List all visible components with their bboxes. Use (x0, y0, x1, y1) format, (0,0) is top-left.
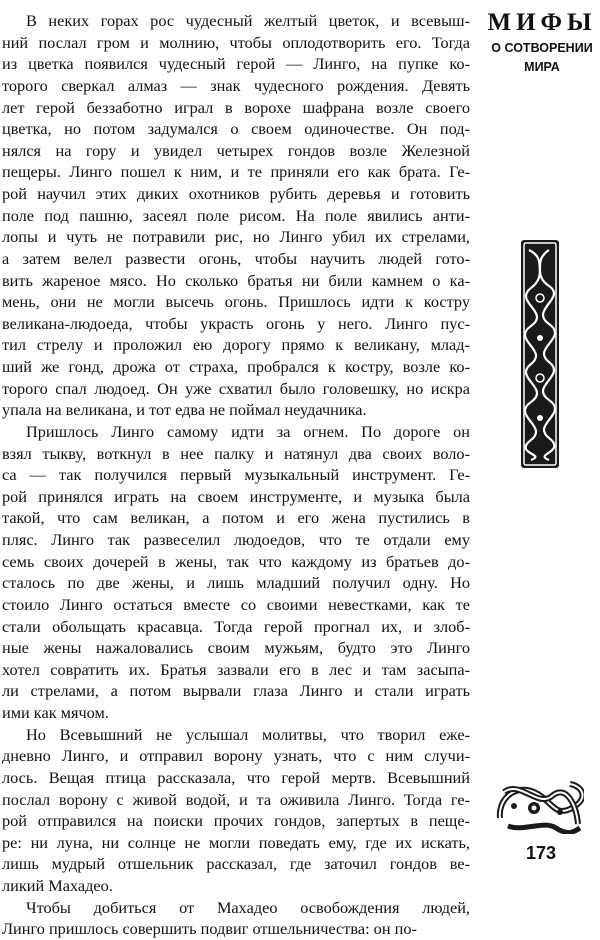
text-line: послал ворону с живой водой, и та оживила Линго. Тогда ге- (2, 789, 470, 809)
text-line: рой принялся играть на своем инструменте, и музыка была (2, 486, 470, 506)
text-line: ший же гонд, дрожа от страха, пробрался к костру, возле ко- (2, 357, 470, 376)
text-line: лишь мудрый отшельник рассказал, где заточил гондов ве- (2, 854, 470, 874)
text-line: а затем велел развести огонь, чтобы научить людей гото- (2, 248, 470, 268)
text-line: торого спал людоед. Он уже схватил было головешку, но искра (2, 378, 470, 398)
text-line: Чтобы добиться от Махадео освобождения людей, (26, 897, 470, 917)
text-line: Линго пришлось совершить подвиг отшельничества: он по- (2, 919, 417, 939)
text-line: Но Всевышний не услышал молитвы, что творил еже- (26, 724, 470, 744)
section-title: МИФЫ (487, 9, 597, 36)
text-line: пещеры. Линго пошел к ним, и те приняли его как брата. Ге- (2, 162, 470, 182)
text-line: стали обольщать красавца. Тогда герой прогнал их, и злоб- (2, 616, 470, 636)
text-line: хотел совратить их. Братья зазвали его в лес и там засыпа- (2, 659, 470, 679)
text-line: рой отправился на поиски прочих гондов, запертых в пеще- (2, 811, 470, 831)
text-line: са — так получился первый музыкальный инструмент. Ге- (2, 465, 470, 485)
text-line: тил стрелу и проложил ею дорогу прямо к великану, млад- (2, 335, 470, 355)
celtic-knot-ornament-bottom (494, 778, 584, 834)
celtic-knot-ornament-vertical (519, 238, 561, 470)
text-line: нялся на гору и увидел четырех гондов возле Железной (2, 140, 470, 160)
text-line: пляс. Линго так развеселил людоедов, что те отдали ему (2, 530, 470, 549)
text-line: ре: ни луна, ни солнце не могли поведать ему, где их искать, (2, 832, 470, 852)
paragraph (2, 724, 470, 897)
text-line: лопы и чуть не потравили рис, но Линго убил их стрелами, (2, 227, 470, 247)
text-line: великана-людоеда, чтобы украсть огонь у него. Линго пус- (2, 313, 470, 333)
paragraph (2, 897, 470, 940)
text-line: вить жареное мясо. Но сколько братья ни били камнем о ка- (2, 270, 470, 290)
paragraph (2, 10, 470, 421)
main-text-column (2, 10, 470, 940)
section-subtitle-line1: О СОТВОРЕНИИ (491, 41, 593, 55)
section-header (484, 8, 600, 76)
text-line: лет герой беззаботно играл в ворохе шафрана возле своего (2, 97, 470, 117)
text-line: Пришлось Линго самому идти за огнем. По дороге он (26, 421, 470, 441)
text-line: ликий Махадео. (2, 876, 113, 895)
text-line: торого сверкал алмаз — знак чудесного рождения. Девять (2, 75, 470, 95)
text-line: ные жены нажаловались своим мужьям, будто это Линго (2, 638, 470, 658)
text-line: упала на великана, и тот едва не поймал неудачника. (2, 400, 367, 420)
text-line: семь своих дочерей в жены, так что каждому из братьев до- (2, 551, 470, 571)
text-line: сталось по две жены, и лишь младший получил одну. Но (2, 573, 470, 593)
text-line: мень, они не могли высечь огонь. Пришлось идти к костру (2, 292, 470, 312)
text-line: ний послал гром и молнию, чтобы оплодотворить его. Тогда (2, 32, 470, 52)
page-number: 173 (525, 843, 557, 863)
text-line: взял тыкву, воткнул в нее палку и натянул два своих воло- (2, 443, 470, 463)
text-line: дневно Линго, и отправил ворону узнать, что с ним случи- (2, 746, 470, 766)
text-line: стоило Линго остаться вместе со своими невестками, как те (2, 594, 470, 614)
text-line: ими как мячом. (2, 703, 109, 722)
text-line: поле под пашню, засеял поле рисом. На поле явились анти- (2, 205, 470, 225)
text-line: рой научил этих диких охотников рубить деревья и готовить (2, 184, 470, 203)
text-line: такой, что сам великан, а потом и его жена пустились в (2, 508, 470, 528)
paragraph (2, 421, 470, 724)
text-line: из цветка появился чудесный герой — Линго, на пупке ко- (2, 54, 470, 74)
text-line: В неких горах рос чудесный желтый цветок, и всевыш- (26, 11, 470, 30)
text-line: лось. Вещая птица рассказала, что герой мертв. Всевышний (2, 767, 470, 787)
text-line: ли стрелами, а потом вырвали глаза Линго и стали играть (2, 681, 470, 701)
text-line: цветка, но потом задумался о своем одиночестве. Он под- (2, 119, 470, 139)
section-subtitle-line2: МИРА (524, 60, 560, 74)
